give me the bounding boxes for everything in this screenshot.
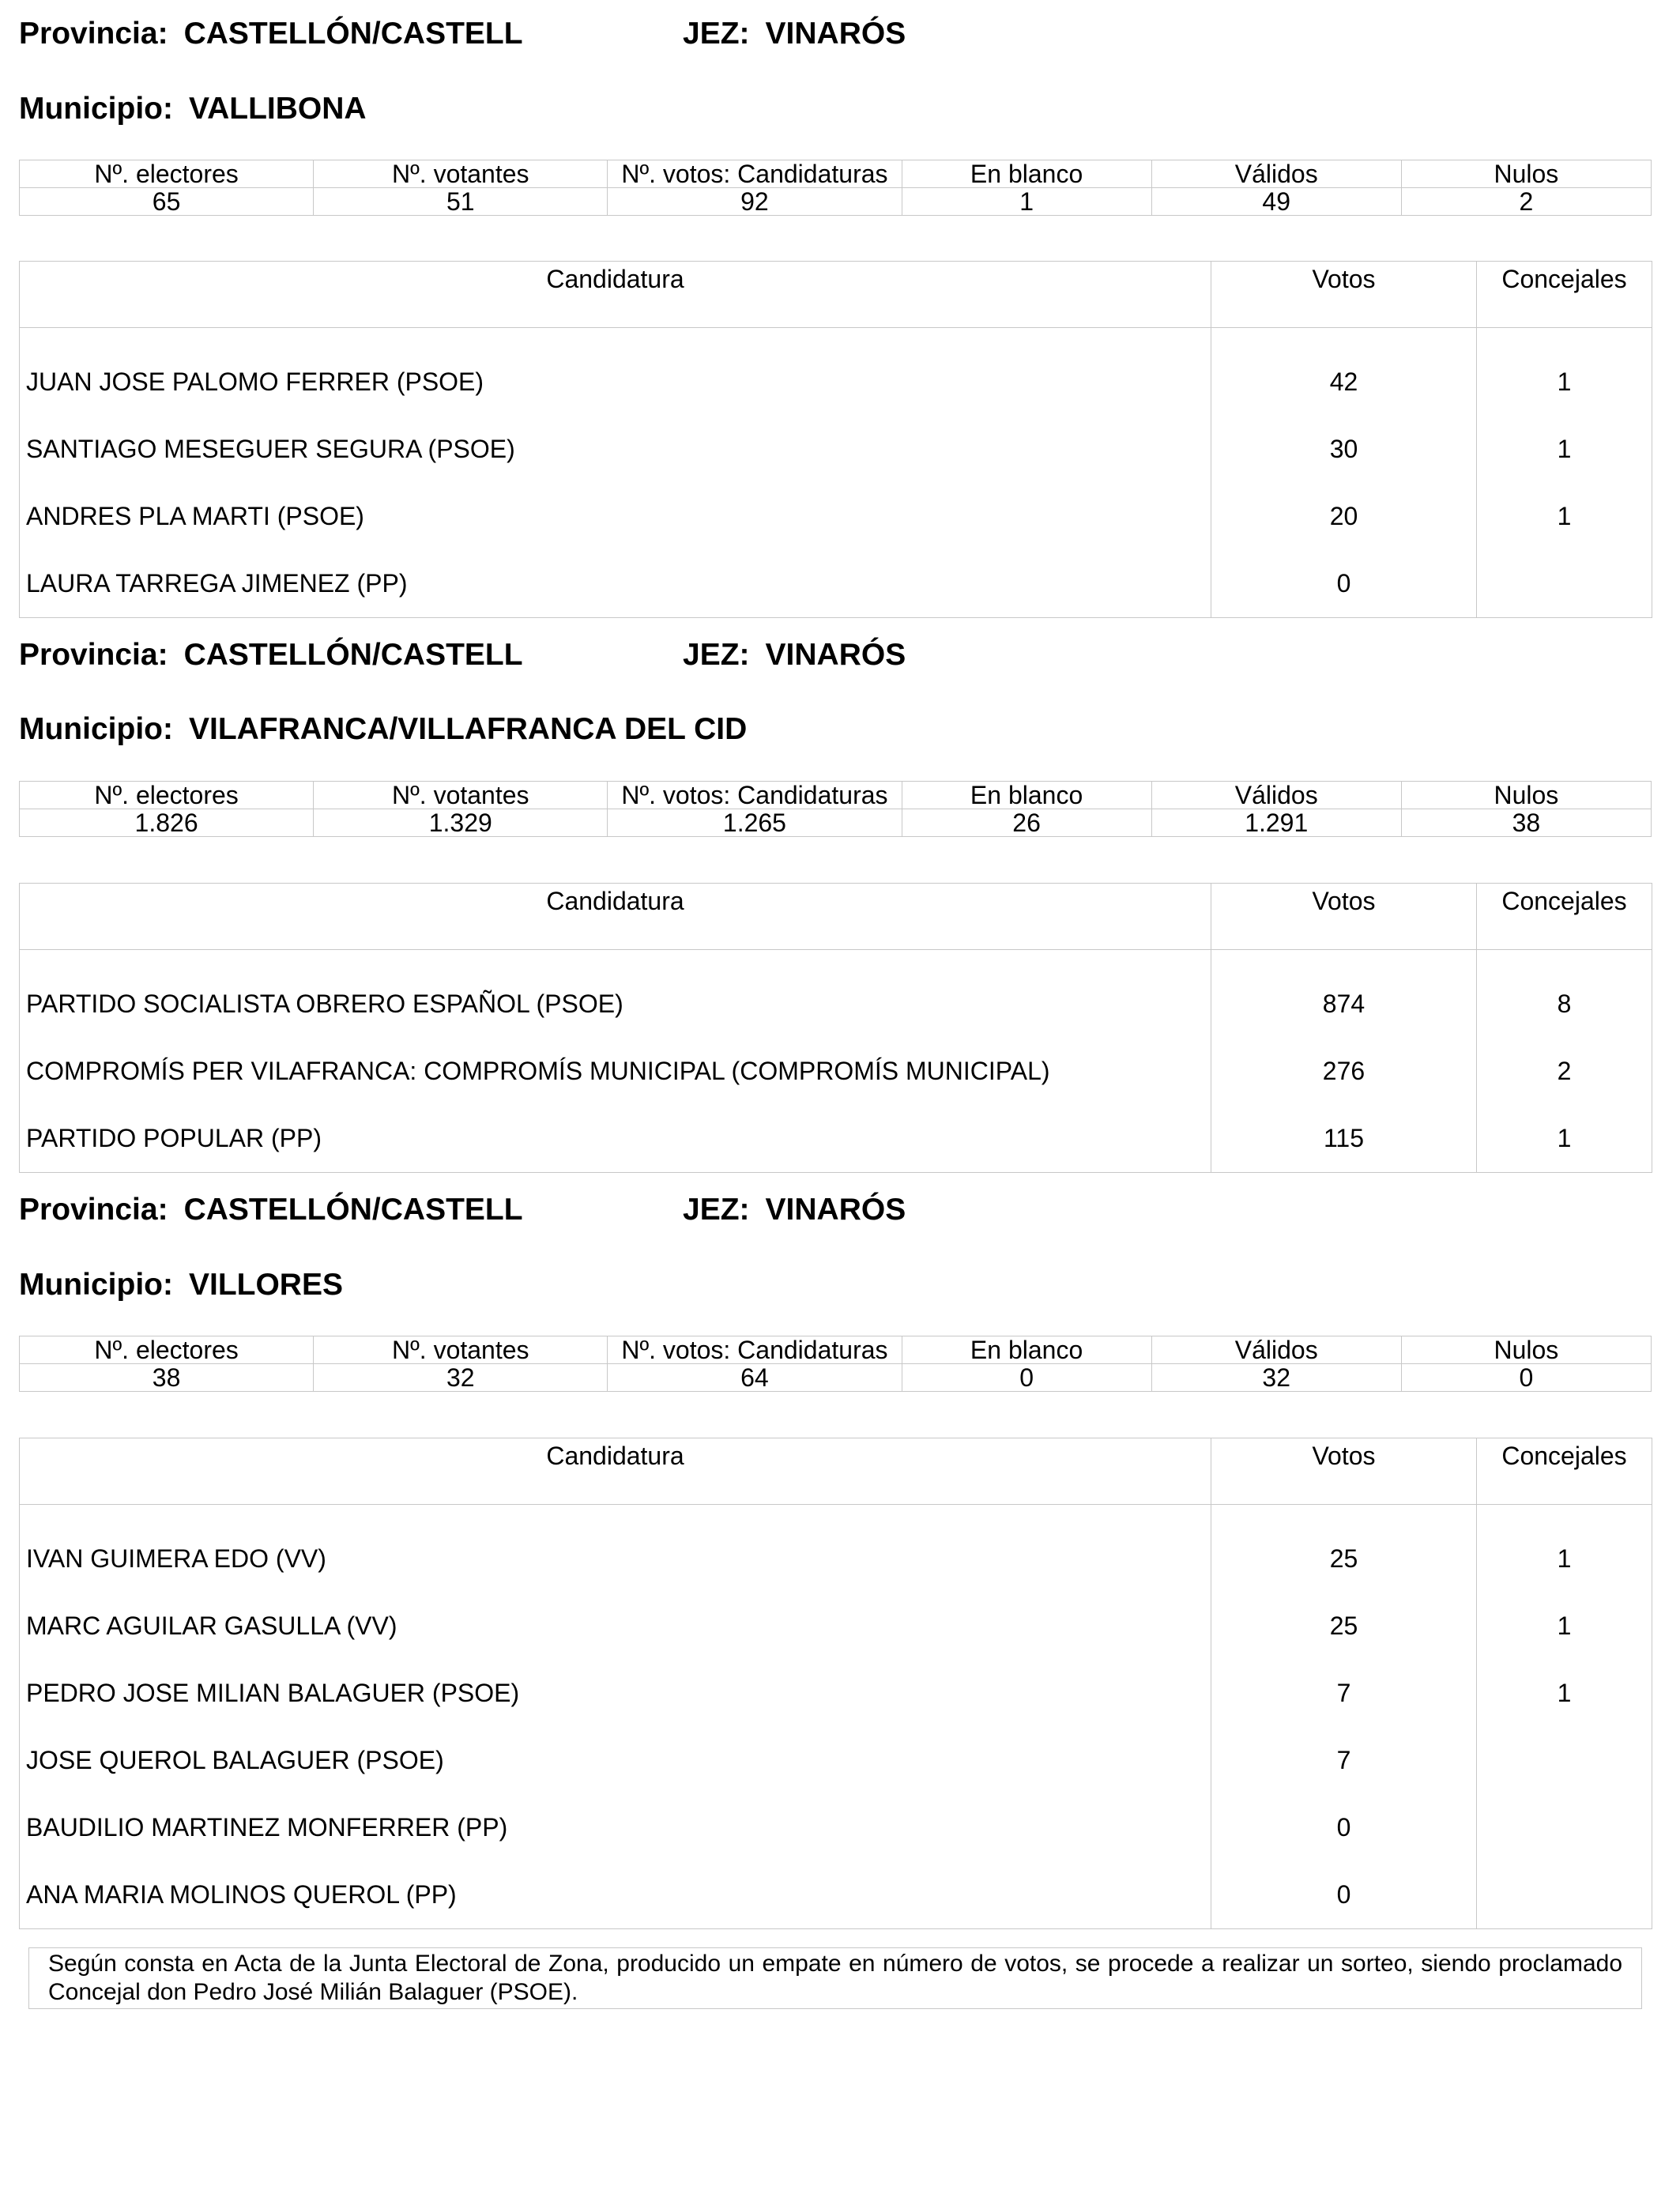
candidate-name: ANDRES PLA MARTI (PSOE): [20, 483, 1211, 550]
candidate-concejales: [1477, 1727, 1652, 1794]
summary-header-cell: En blanco: [902, 1336, 1151, 1364]
candidate-name: ANA MARIA MOLINOS QUEROL (PP): [20, 1861, 1211, 1929]
summary-header-cell: Nº. votos: Candidaturas: [608, 782, 902, 809]
candidate-row: [20, 950, 1652, 1039]
candidate-votos: 30: [1211, 416, 1477, 483]
municipio-label: Municipio:: [19, 92, 173, 126]
candidate-concejales: [1477, 550, 1652, 618]
summary-value-cell: 26: [902, 809, 1151, 837]
provincia-label: Provincia:: [19, 638, 168, 672]
candidate-concejales: 1: [1477, 328, 1652, 417]
candidate-concejales: 1: [1477, 416, 1652, 483]
jez-header: [683, 637, 906, 673]
provincia-value: CASTELLÓN/CASTELL: [183, 638, 523, 672]
candidate-name: JOSE QUEROL BALAGUER (PSOE): [20, 1727, 1211, 1794]
provincia-value: CASTELLÓN/CASTELL: [183, 17, 523, 51]
summary-header-row: [20, 782, 1652, 809]
summary-table: [19, 1336, 1652, 1392]
municipio-header: [19, 1267, 343, 1303]
candidates-header-row: [20, 884, 1652, 950]
candidate-name: BAUDILIO MARTINEZ MONFERRER (PP): [20, 1794, 1211, 1861]
jez-value: VINARÓS: [765, 1193, 906, 1227]
summary-header-row: [20, 1336, 1652, 1364]
summary-value-cell: 2: [1401, 188, 1651, 216]
candidate-name: LAURA TARREGA JIMENEZ (PP): [20, 550, 1211, 618]
provincia-header: [19, 1192, 523, 1228]
summary-value-cell: 92: [608, 188, 902, 216]
summary-value-cell: 1.265: [608, 809, 902, 837]
summary-header-cell: Nulos: [1401, 1336, 1651, 1364]
candidate-name: COMPROMÍS PER VILAFRANCA: COMPROMÍS MUNICIPAL (COMPROMÍS MUNICIPAL): [20, 1038, 1211, 1105]
candidate-row: [20, 1593, 1652, 1660]
jez-header: [683, 1192, 906, 1228]
candidate-concejales: [1477, 1861, 1652, 1929]
summary-header-cell: Válidos: [1151, 1336, 1401, 1364]
candidate-row: [20, 1038, 1652, 1105]
candidate-row: [20, 1861, 1652, 1929]
provincia-value: CASTELLÓN/CASTELL: [183, 1193, 523, 1227]
candidate-row: [20, 328, 1652, 417]
summary-header-cell: Nº. votos: Candidaturas: [608, 160, 902, 188]
candidate-concejales: 1: [1477, 1505, 1652, 1593]
candidate-concejales: 2: [1477, 1038, 1652, 1105]
summary-header-row: [20, 160, 1652, 188]
candidate-row: [20, 550, 1652, 618]
candidates-header-row: [20, 262, 1652, 328]
candidate-votos: 25: [1211, 1505, 1477, 1593]
candidate-concejales: 8: [1477, 950, 1652, 1039]
candidates-header-cell: Concejales: [1477, 884, 1652, 950]
candidate-name: PEDRO JOSE MILIAN BALAGUER (PSOE): [20, 1660, 1211, 1727]
municipio-header: [19, 711, 747, 748]
candidate-concejales: [1477, 1794, 1652, 1861]
summary-value-cell: 1.329: [314, 809, 608, 837]
candidate-row: [20, 483, 1652, 550]
summary-value-row: [20, 809, 1652, 837]
candidate-name: SANTIAGO MESEGUER SEGURA (PSOE): [20, 416, 1211, 483]
summary-value-row: [20, 1364, 1652, 1392]
candidate-name: MARC AGUILAR GASULLA (VV): [20, 1593, 1211, 1660]
candidate-votos: 0: [1211, 1794, 1477, 1861]
summary-header-cell: En blanco: [902, 782, 1151, 809]
summary-value-cell: 65: [20, 188, 314, 216]
candidate-votos: 42: [1211, 328, 1477, 417]
candidate-votos: 20: [1211, 483, 1477, 550]
candidate-votos: 0: [1211, 1861, 1477, 1929]
summary-header-cell: Nº. votantes: [314, 782, 608, 809]
candidates-header-cell: Votos: [1211, 262, 1477, 328]
jez-label: JEZ:: [683, 638, 750, 672]
candidate-votos: 25: [1211, 1593, 1477, 1660]
candidate-concejales: 1: [1477, 1105, 1652, 1173]
summary-header-cell: Nº. votantes: [314, 160, 608, 188]
jez-value: VINARÓS: [765, 638, 906, 672]
summary-value-cell: 1.826: [20, 809, 314, 837]
candidate-row: [20, 1727, 1652, 1794]
municipio-label: Municipio:: [19, 1268, 173, 1302]
summary-table: [19, 781, 1652, 837]
summary-header-cell: Nº. votantes: [314, 1336, 608, 1364]
candidate-concejales: 1: [1477, 483, 1652, 550]
summary-header-cell: Nulos: [1401, 160, 1651, 188]
candidates-header-row: [20, 1438, 1652, 1505]
candidates-table: [19, 1438, 1652, 1929]
summary-header-cell: Nº. electores: [20, 1336, 314, 1364]
summary-value-cell: 32: [1151, 1364, 1401, 1392]
candidate-votos: 7: [1211, 1727, 1477, 1794]
summary-value-cell: 38: [1401, 809, 1651, 837]
summary-value-cell: 1: [902, 188, 1151, 216]
summary-header-cell: Nº. electores: [20, 160, 314, 188]
candidates-header-cell: Votos: [1211, 884, 1477, 950]
jez-header: [683, 16, 906, 52]
candidate-concejales: 1: [1477, 1660, 1652, 1727]
municipio-value: VALLIBONA: [188, 92, 367, 126]
summary-value-cell: 1.291: [1151, 809, 1401, 837]
candidates-header-cell: Concejales: [1477, 1438, 1652, 1505]
candidates-header-cell: Votos: [1211, 1438, 1477, 1505]
candidate-votos: 115: [1211, 1105, 1477, 1173]
candidate-name: IVAN GUIMERA EDO (VV): [20, 1505, 1211, 1593]
candidates-table: [19, 883, 1652, 1173]
provincia-label: Provincia:: [19, 1193, 168, 1227]
summary-value-cell: 0: [902, 1364, 1151, 1392]
candidates-header-cell: Candidatura: [20, 262, 1211, 328]
candidates-header-cell: Candidatura: [20, 1438, 1211, 1505]
municipio-value: VILLORES: [188, 1268, 343, 1302]
jez-label: JEZ:: [683, 1193, 750, 1227]
summary-value-cell: 51: [314, 188, 608, 216]
summary-value-cell: 38: [20, 1364, 314, 1392]
municipio-value: VILAFRANCA/VILLAFRANCA DEL CID: [188, 712, 748, 746]
candidate-name: PARTIDO POPULAR (PP): [20, 1105, 1211, 1173]
provincia-header: [19, 637, 523, 673]
candidate-row: [20, 1105, 1652, 1173]
candidate-votos: 874: [1211, 950, 1477, 1039]
summary-header-cell: Nº. electores: [20, 782, 314, 809]
candidate-row: [20, 416, 1652, 483]
summary-header-cell: Válidos: [1151, 160, 1401, 188]
municipio-label: Municipio:: [19, 712, 173, 746]
summary-header-cell: En blanco: [902, 160, 1151, 188]
summary-value-cell: 32: [314, 1364, 608, 1392]
jez-value: VINARÓS: [765, 17, 906, 51]
candidate-votos: 7: [1211, 1660, 1477, 1727]
tie-break-note: Según consta en Acta de la Junta Electoral de Zona, producido un empate en número de votos, se procede a realizar un sorteo, siendo proclamado Concejal don Pedro José Milián Balaguer (PSOE).: [28, 1947, 1642, 2009]
candidate-row: [20, 1505, 1652, 1593]
provincia-label: Provincia:: [19, 17, 168, 51]
provincia-header: [19, 16, 523, 52]
candidate-concejales: 1: [1477, 1593, 1652, 1660]
candidate-votos: 276: [1211, 1038, 1477, 1105]
summary-value-cell: 64: [608, 1364, 902, 1392]
municipio-header: [19, 91, 367, 127]
summary-header-cell: Nº. votos: Candidaturas: [608, 1336, 902, 1364]
summary-header-cell: Nulos: [1401, 782, 1651, 809]
candidates-header-cell: Candidatura: [20, 884, 1211, 950]
candidate-name: PARTIDO SOCIALISTA OBRERO ESPAÑOL (PSOE): [20, 950, 1211, 1039]
summary-header-cell: Válidos: [1151, 782, 1401, 809]
candidates-table: [19, 261, 1652, 618]
candidate-row: [20, 1660, 1652, 1727]
candidate-name: JUAN JOSE PALOMO FERRER (PSOE): [20, 328, 1211, 417]
candidate-row: [20, 1794, 1652, 1861]
jez-label: JEZ:: [683, 17, 750, 51]
summary-value-row: [20, 188, 1652, 216]
summary-value-cell: 0: [1401, 1364, 1651, 1392]
summary-table: [19, 160, 1652, 216]
candidate-votos: 0: [1211, 550, 1477, 618]
candidates-header-cell: Concejales: [1477, 262, 1652, 328]
summary-value-cell: 49: [1151, 188, 1401, 216]
